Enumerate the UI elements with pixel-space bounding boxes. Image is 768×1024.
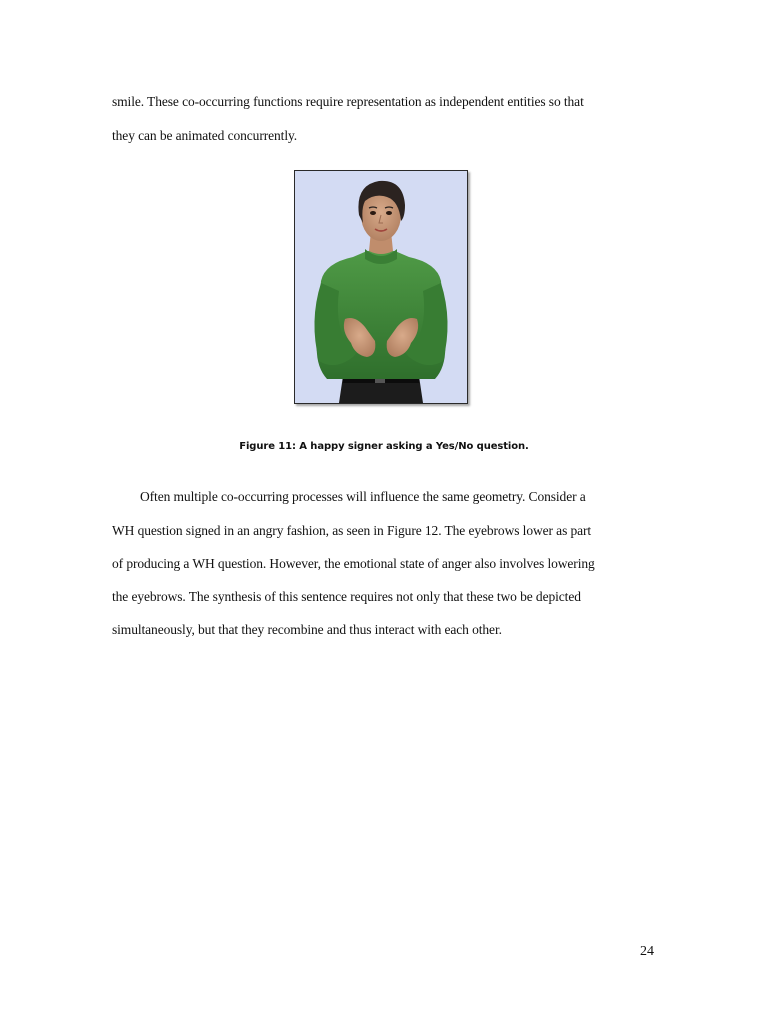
- paragraph-2-line-5: simultaneously, but that they recombine and thus interact with each other.: [112, 622, 502, 637]
- paragraph-2-line-4: the eyebrows. The synthesis of this sentence requires not only that these two be depicted: [112, 589, 581, 604]
- figure-caption: Figure 11: A happy signer asking a Yes/No question.: [239, 441, 529, 452]
- paragraph-2-line-2: WH question signed in an angry fashion, as seen in Figure 12. The eyebrows lower as part: [112, 523, 592, 538]
- paragraph-1-line-1: smile. These co-occurring functions require representation as independent entities so that: [112, 94, 584, 109]
- paragraph-2-line-3: of producing a WH question. However, the emotional state of anger also involves lowering: [112, 556, 595, 571]
- page-number: 24: [640, 944, 654, 959]
- figure-11-image: [294, 170, 468, 404]
- signer-illustration: [295, 171, 467, 403]
- paragraph-1-line-2: they can be animated concurrently.: [112, 128, 298, 143]
- paragraph-2-line-1: Often multiple co-occurring processes will influence the same geometry. Consider a: [140, 489, 586, 504]
